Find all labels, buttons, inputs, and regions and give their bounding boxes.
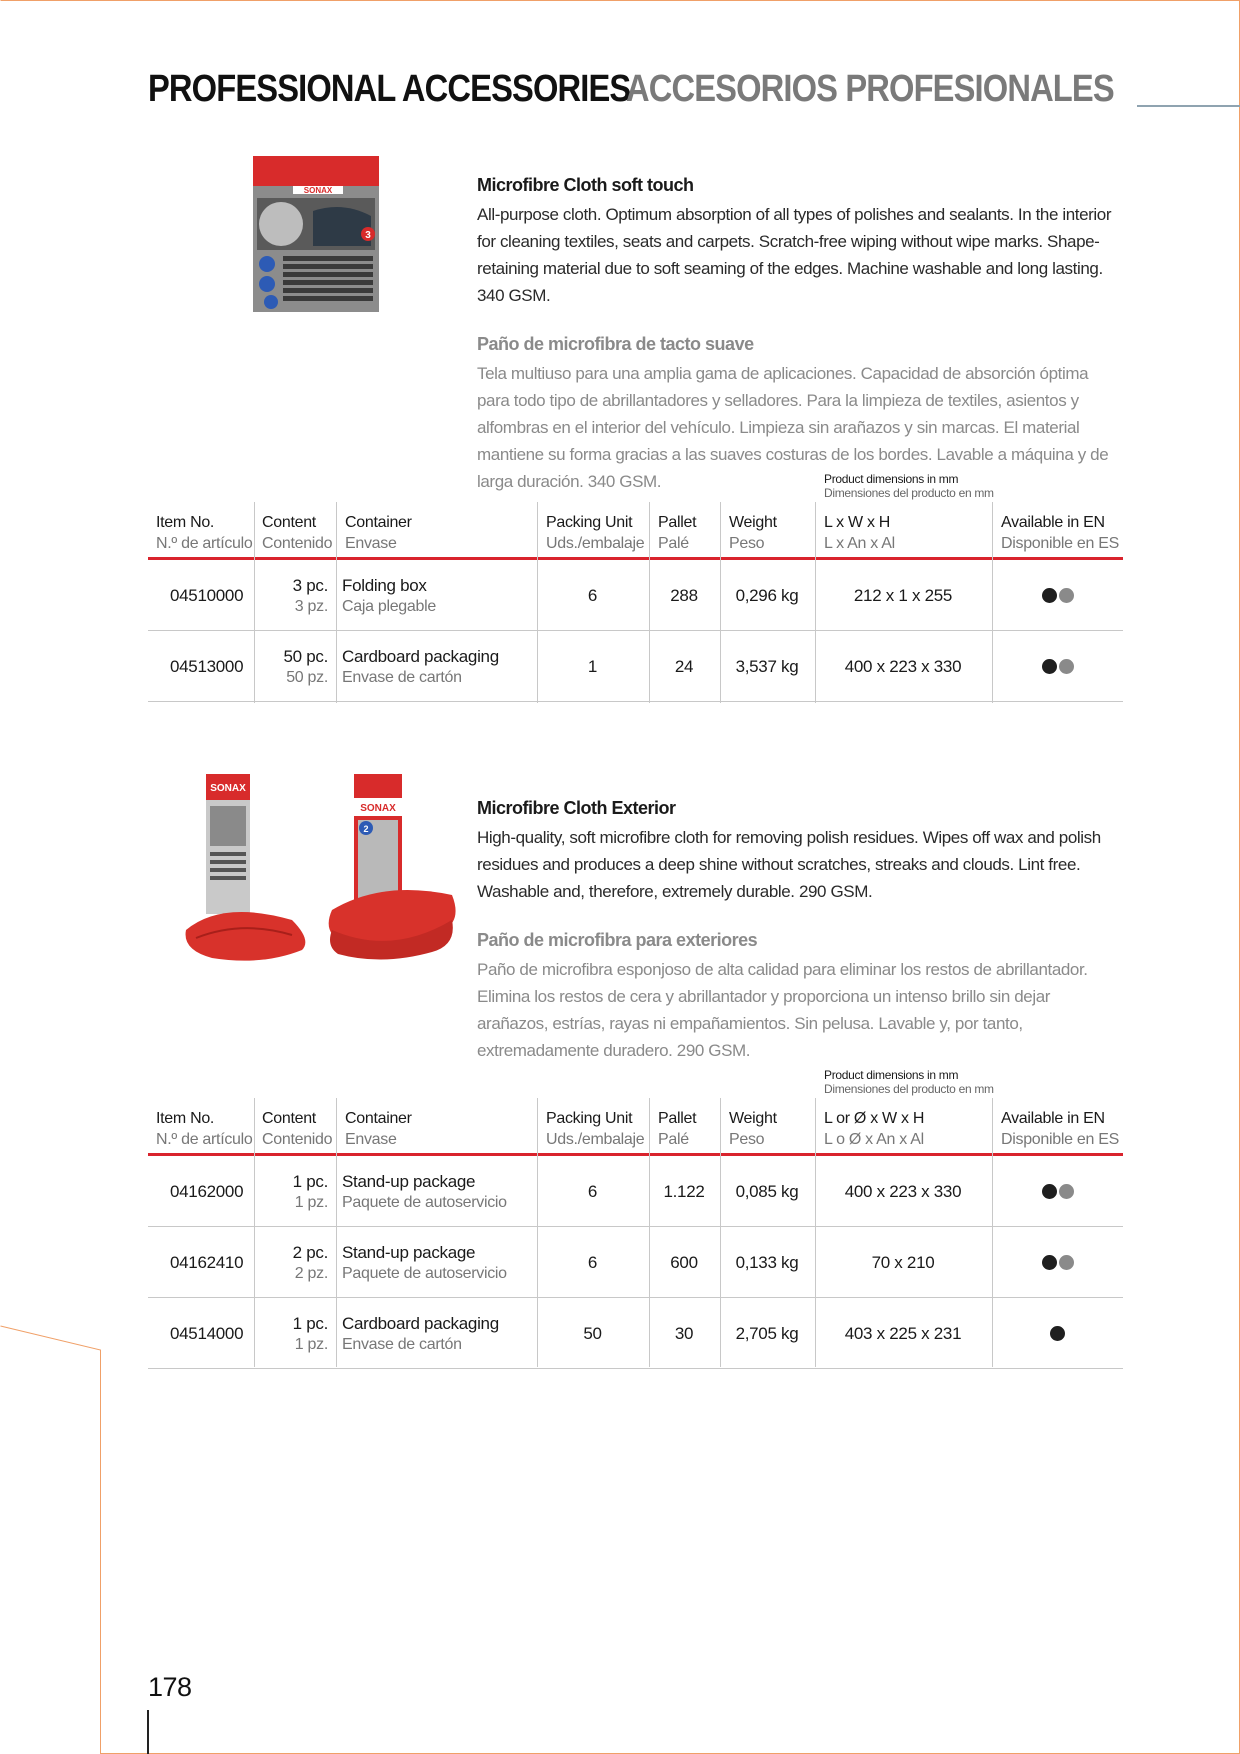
header-item-no: Item No. N.º de artículo — [156, 1110, 253, 1148]
column-divider — [992, 502, 993, 703]
availability-dot-en — [1042, 1255, 1057, 1270]
column-divider — [815, 1098, 816, 1367]
column-divider — [254, 502, 255, 703]
column-divider — [815, 502, 816, 703]
package-brand-label: SONAX — [210, 783, 246, 794]
table-body — [148, 560, 1123, 702]
table-row — [148, 1156, 1123, 1227]
header-packing-unit: Packing Unit Uds./embalaje — [546, 1110, 645, 1148]
container-es: Caja plegable — [342, 597, 436, 615]
weight: 3,537 kg — [735, 657, 799, 676]
availability-dot-en — [1042, 588, 1057, 603]
page-number: 178 — [148, 1672, 192, 1702]
header-availability: Available in EN Disponible en ES — [1001, 514, 1119, 552]
dimensions: 70 x 210 — [871, 1253, 935, 1272]
dims-note: Product dimensions in mm Dimensiones del producto en mm — [824, 1068, 994, 1096]
product-text-en: High-quality, soft microfibre cloth for removing polish residues. Wipes off wax and polish residues and produces a deep shine without scratches, streaks and clouds. Lint free. Washable and, therefore, extremely durable. 290 GSM. — [477, 828, 1101, 901]
product-table-soft-touch — [148, 472, 1123, 702]
weight: 0,085 kg — [735, 1182, 799, 1201]
header-weight: Weight Peso — [729, 1110, 777, 1148]
item-number: 04162000 — [170, 1182, 244, 1201]
table-row — [148, 631, 1123, 702]
title-english: PROFESSIONAL ACCESSORIES — [148, 68, 631, 110]
pallet: 30 — [674, 1324, 694, 1343]
header-dimensions: L or Ø x W x H L o Ø x An x Al — [824, 1110, 925, 1148]
container-es: Paquete de autoservicio — [342, 1193, 507, 1211]
title-spanish: ACCESORIOS PROFESIONALES — [626, 68, 1114, 110]
header-pallet: Pallet Palé — [658, 514, 697, 552]
pallet: 288 — [670, 586, 698, 605]
pallet: 600 — [670, 1253, 698, 1272]
column-divider — [537, 502, 538, 703]
column-divider — [336, 1098, 337, 1367]
item-number: 04510000 — [170, 586, 244, 605]
dims-note: Product dimensions in mm Dimensiones del producto en mm — [824, 472, 994, 500]
packing-unit: 6 — [587, 1182, 598, 1201]
item-number: 04513000 — [170, 657, 244, 676]
container-es: Paquete de autoservicio — [342, 1264, 507, 1282]
header-weight: Weight Peso — [729, 514, 777, 552]
column-divider — [254, 1098, 255, 1367]
table-row — [148, 1227, 1123, 1298]
header-container: Container Envase — [345, 1110, 412, 1148]
container-en: Stand-up package — [342, 1171, 476, 1191]
header-rule — [1137, 105, 1240, 107]
column-divider — [336, 502, 337, 703]
header-pallet: Pallet Palé — [658, 1110, 697, 1148]
header-availability: Available in EN Disponible en ES — [1001, 1110, 1119, 1148]
package-count-badge: 3 — [365, 230, 371, 241]
column-divider — [649, 1098, 650, 1367]
dimensions: 400 x 223 x 330 — [844, 1182, 962, 1201]
header-content: Content Contenido — [262, 1110, 333, 1148]
header-item-no: Item No. N.º de artículo — [156, 514, 253, 552]
container-es: Envase de cartón — [342, 1335, 462, 1353]
dimensions: 400 x 223 x 330 — [844, 657, 962, 676]
header-packing-unit: Packing Unit Uds./embalaje — [546, 514, 645, 552]
table-row — [148, 560, 1123, 631]
table-header — [148, 502, 1123, 560]
content-en: 3 pc. — [292, 575, 328, 595]
product-name-es: Paño de microfibra de tacto suave — [477, 334, 754, 354]
column-divider — [720, 502, 721, 703]
dimensions: 403 x 225 x 231 — [844, 1324, 962, 1343]
content-en: 1 pc. — [292, 1313, 328, 1333]
column-divider — [992, 1098, 993, 1367]
dimensions: 212 x 1 x 255 — [853, 586, 953, 605]
weight: 0,296 kg — [735, 586, 799, 605]
packing-unit: 1 — [587, 657, 598, 676]
availability-dot-en — [1042, 659, 1057, 674]
container-es: Envase de cartón — [342, 668, 462, 686]
package-brand-label: SONAX — [303, 186, 333, 195]
availability-dot-en — [1042, 1184, 1057, 1199]
product-image-exterior — [182, 770, 462, 966]
content-es: 50 pz. — [286, 668, 328, 686]
header-container: Container Envase — [345, 514, 412, 552]
content-es: 1 pz. — [294, 1193, 328, 1211]
product-image-soft-touch — [253, 156, 379, 312]
packing-unit: 6 — [587, 586, 598, 605]
container-en: Stand-up package — [342, 1242, 476, 1262]
content-en: 50 pc. — [283, 646, 328, 666]
package-brand-label: SONAX — [360, 803, 396, 814]
container-en: Cardboard packaging — [342, 1313, 499, 1333]
content-en: 2 pc. — [292, 1242, 328, 1262]
table-row — [148, 1298, 1123, 1369]
weight: 2,705 kg — [735, 1324, 799, 1343]
availability-dot-en — [1050, 1326, 1065, 1341]
header-content: Content Contenido — [262, 514, 333, 552]
content-es: 3 pz. — [294, 597, 328, 615]
weight: 0,133 kg — [735, 1253, 799, 1272]
table-header — [148, 1098, 1123, 1156]
column-divider — [537, 1098, 538, 1367]
product-description-exterior — [477, 795, 1117, 1064]
product-description-soft-touch — [477, 172, 1117, 495]
product-text-es: Paño de microfibra esponjoso de alta calidad para eliminar los restos de abrillantador. Elimina los restos de cera y abrillantador y proporciona un intenso brillo sin dejar arañazos, estrías, rayas ni empañamientos. Sin pelusa. Lavable y, por tanto, extremadamente duradero. 290 GSM. — [477, 960, 1088, 1060]
packing-unit: 6 — [587, 1253, 598, 1272]
product-name-en: Microfibre Cloth Exterior — [477, 798, 676, 818]
availability-dot-es — [1059, 659, 1074, 674]
availability-dot-es — [1059, 1184, 1074, 1199]
availability-dot-es — [1059, 1255, 1074, 1270]
container-en: Cardboard packaging — [342, 646, 499, 666]
product-name-es: Paño de microfibra para exteriores — [477, 930, 758, 950]
column-divider — [649, 502, 650, 703]
content-es: 2 pz. — [294, 1264, 328, 1282]
item-number: 04514000 — [170, 1324, 244, 1343]
product-text-es: Tela multiuso para una amplia gama de aplicaciones. Capacidad de absorción óptima para todo tipo de abrillantadores y selladores. Para la limpieza de textiles, asientos y alfombras en el interior del vehículo. Limpieza sin arañazos y sin marcas. El material mantiene su forma gracias a las suaves costuras de los bordes. Lavable a máquina y de larga duración. 340 GSM. — [477, 364, 1109, 491]
item-number: 04162410 — [170, 1253, 244, 1272]
column-divider — [720, 1098, 721, 1367]
content-en: 1 pc. — [292, 1171, 328, 1191]
product-text-en: All-purpose cloth. Optimum absorption of all types of polishes and sealants. In the interior for cleaning textiles, seats and carpets. Scratch-free wiping without wipe marks. Shape-retaining material due to soft seaming of the edges. Machine washable and long lasting. 340 GSM. — [477, 205, 1112, 305]
availability-dot-es — [1059, 588, 1074, 603]
pallet: 24 — [674, 657, 694, 676]
page-marker — [147, 1710, 149, 1754]
package-count-badge: 2 — [363, 824, 369, 834]
page-header — [148, 68, 1148, 118]
header-dimensions: L x W x H L x An x Al — [824, 514, 895, 552]
packing-unit: 50 — [583, 1324, 602, 1343]
product-table-exterior — [148, 1068, 1123, 1369]
product-name-en: Microfibre Cloth soft touch — [477, 175, 694, 195]
content-es: 1 pz. — [294, 1335, 328, 1353]
container-en: Folding box — [342, 575, 427, 595]
pallet: 1.122 — [663, 1182, 705, 1201]
table-body — [148, 1156, 1123, 1369]
